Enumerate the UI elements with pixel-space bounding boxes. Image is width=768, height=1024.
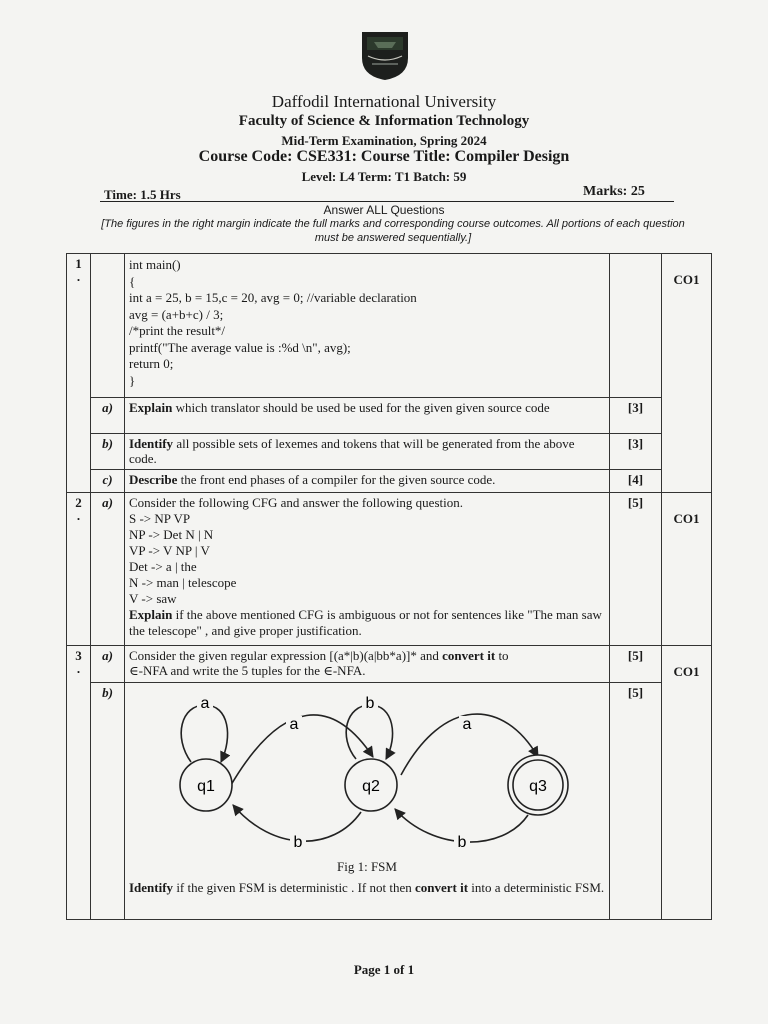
q1-code-block xyxy=(125,254,610,398)
code-line: printf("The average value is :%d \n", avg); xyxy=(129,339,351,355)
q2-text xyxy=(125,493,610,646)
q3a-label: a) xyxy=(91,646,125,683)
code-line: int a = 25, b = 15,c = 20, avg = 0; //variable declaration xyxy=(129,290,417,305)
exam-title: Mid-Term Examination, Spring 2024 xyxy=(281,133,487,148)
label-q3-q2: b xyxy=(457,834,467,851)
q3a-body-1: Consider the given regular expression [(a*|b)(a|bb*a)]* and xyxy=(129,648,443,663)
grammar-rule: N -> man | telescope xyxy=(129,575,237,590)
figure-caption: Fig 1: FSM xyxy=(337,859,397,874)
q2-intro: Consider the following CFG and answer the following question. xyxy=(129,495,463,510)
q1-blank-sub xyxy=(91,254,125,398)
q3b-body-1: if the given FSM is deterministic . If not then xyxy=(173,880,415,895)
instructions: [The figures in the right margin indicate the full marks and corresponding course outcomes. All portions of each question must be answered sequentially.] xyxy=(101,218,685,244)
q1-co: CO1 xyxy=(662,254,712,493)
q1-blank-mark xyxy=(610,254,662,398)
q3-co: CO1 xyxy=(662,646,712,920)
code-line: return 0; xyxy=(129,356,174,371)
q2-body: if the above mentioned CFG is ambiguous or not for sentences like "The man saw the telescope" , and give proper justification. xyxy=(129,607,602,638)
grammar-rule: S -> NP VP xyxy=(129,511,191,526)
q1a-text xyxy=(125,398,610,434)
q1c-label: c) xyxy=(91,470,125,493)
grammar-rule: NP -> Det N | N xyxy=(129,527,214,542)
q1-code-row xyxy=(67,254,712,398)
q3b-content xyxy=(125,683,610,920)
faculty-name: Faculty of Science & Information Technology xyxy=(238,113,530,129)
q1-number-cell xyxy=(67,254,91,493)
q3b-row xyxy=(67,683,712,920)
q2-verb: Explain xyxy=(129,607,173,622)
grammar-rule: V -> saw xyxy=(129,591,177,606)
q3a-mark: [5] xyxy=(610,646,662,683)
q2-number: 2 xyxy=(75,495,82,510)
page-number: Page 1 of 1 xyxy=(353,962,415,977)
q1c-verb: Describe xyxy=(129,472,178,487)
university-name: Daffodil International University xyxy=(271,92,497,111)
q1a-verb: Explain xyxy=(129,400,173,415)
q1b-row xyxy=(67,434,712,470)
q1-dot: . xyxy=(76,269,81,284)
fsm-diagram xyxy=(133,687,603,857)
label-q1-loop: a xyxy=(200,695,210,712)
q2-row xyxy=(67,493,712,646)
q1a-label: a) xyxy=(91,398,125,434)
level-info: Level: L4 Term: T1 Batch: 59 xyxy=(301,169,467,184)
code-line: { xyxy=(129,273,136,289)
q1a-body: which translator should be used be used for the given given source code xyxy=(172,400,550,415)
q3b-text xyxy=(129,880,605,895)
q1b-verb: Identify xyxy=(129,436,174,451)
code-line: } xyxy=(129,372,136,388)
header-divider xyxy=(100,201,674,202)
exam-time: Time: 1.5 Hrs xyxy=(104,187,181,202)
q2-label: a) xyxy=(91,493,125,646)
state-q1-label: q1 xyxy=(197,778,215,795)
q2-co: CO1 xyxy=(662,493,712,646)
code-line: avg = (a+b+c) / 3; xyxy=(129,306,224,322)
label-q2-loop: b xyxy=(365,695,375,712)
q1b-text xyxy=(125,434,610,470)
state-q2-label: q2 xyxy=(362,778,380,795)
q3b-verb-1: Identify xyxy=(129,880,174,895)
q1b-label: b) xyxy=(91,434,125,470)
code-line: int main() xyxy=(129,257,181,272)
q2-mark: [5] xyxy=(610,493,662,646)
q3b-label: b) xyxy=(91,683,125,920)
code-line: /*print the result*/ xyxy=(129,323,226,338)
q1-number: 1 xyxy=(75,256,82,271)
grammar-rule: VP -> V NP | V xyxy=(129,543,210,558)
q1c-mark: [4] xyxy=(610,470,662,493)
total-marks: Marks: 25 xyxy=(583,184,645,199)
label-q1-q2: a xyxy=(289,716,299,733)
answer-all-note: Answer ALL Questions xyxy=(323,203,445,217)
q3b-mark: [5] xyxy=(610,683,662,920)
q1c-text xyxy=(125,470,610,493)
q2-dot: . xyxy=(76,508,81,523)
q1c-row xyxy=(67,470,712,493)
label-q2-q1: b xyxy=(293,834,303,851)
q1b-body: all possible sets of lexemes and tokens that will be generated from the above code. xyxy=(129,436,575,466)
q3b-verb-2: convert it xyxy=(414,880,469,895)
q1a-row xyxy=(67,398,712,434)
state-q3-label: q3 xyxy=(529,778,547,795)
q1b-mark: [3] xyxy=(610,434,662,470)
q3a-body-3: ∈-NFA and write the 5 tuples for the ∈-NFA. xyxy=(129,663,366,678)
q3-dot: . xyxy=(76,661,81,676)
q3a-text xyxy=(125,646,610,683)
course-title: Course Code: CSE331: Course Title: Compiler Design xyxy=(198,148,570,165)
grammar-rule: Det -> a | the xyxy=(129,559,197,574)
q1c-body: the front end phases of a compiler for the given source code. xyxy=(177,472,496,487)
q3a-verb: convert it xyxy=(442,648,496,663)
university-logo xyxy=(358,28,412,82)
q1a-mark: [3] xyxy=(610,398,662,434)
q3-number: 3 xyxy=(75,648,82,663)
q3-number-cell xyxy=(67,646,91,920)
q3b-body-2: into a deterministic FSM. xyxy=(468,880,605,895)
questions-table xyxy=(66,253,712,920)
q2-number-cell xyxy=(67,493,91,646)
edge-q1-loop xyxy=(181,705,227,762)
q3a-row xyxy=(67,646,712,683)
q3a-body-2: to xyxy=(495,648,509,663)
label-q2-q3: a xyxy=(462,716,472,733)
